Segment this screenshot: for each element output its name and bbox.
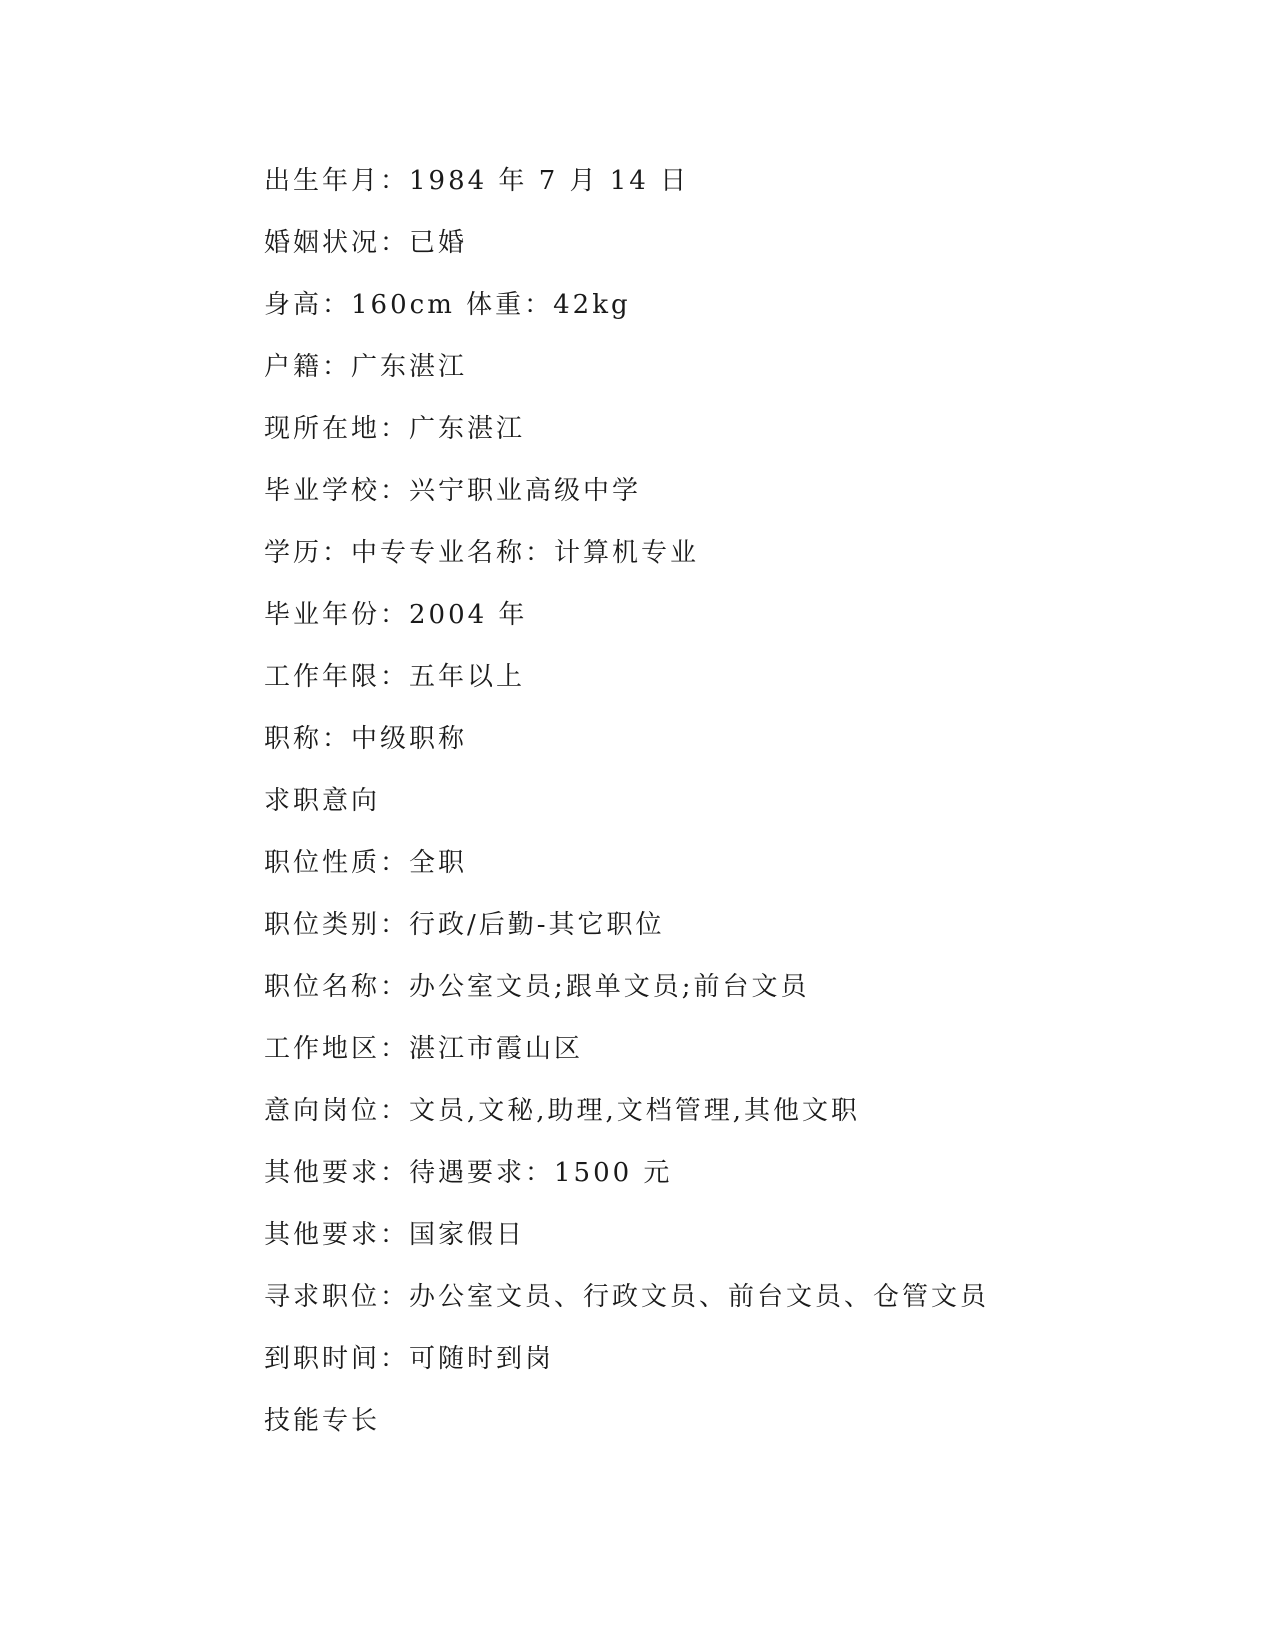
school-line: 毕业学校：兴宁职业高级中学 xyxy=(264,476,642,506)
job-category-line: 职位类别：行政/后勤-其它职位 xyxy=(264,910,665,940)
work-area-line: 工作地区：湛江市霞山区 xyxy=(264,1034,584,1064)
job-nature-line: 职位性质：全职 xyxy=(264,848,468,878)
skills-heading: 技能专长 xyxy=(264,1406,381,1436)
start-time-line: 到职时间：可随时到岗 xyxy=(264,1344,555,1374)
marital-status-line: 婚姻状况：已婚 xyxy=(264,228,468,258)
holiday-requirement-line: 其他要求：国家假日 xyxy=(264,1220,526,1250)
resume-lines xyxy=(264,165,1164,1467)
title-line: 职称：中级职称 xyxy=(264,724,468,754)
birth-date-line: 出生年月：1984 年 7 月 14 日 xyxy=(264,166,690,196)
sought-positions-line: 寻求职位：办公室文员、行政文员、前台文员、仓管文员 xyxy=(264,1282,990,1312)
work-years-line: 工作年限：五年以上 xyxy=(264,662,526,692)
education-major-line: 学历：中专专业名称：计算机专业 xyxy=(264,538,700,568)
salary-requirement-line: 其他要求：待遇要求：1500 元 xyxy=(264,1158,673,1188)
current-location-line: 现所在地：广东湛江 xyxy=(264,414,526,444)
height-weight-line: 身高：160cm 体重：42kg xyxy=(264,290,631,320)
desired-position-line: 意向岗位：文员,文秘,助理,文档管理,其他文职 xyxy=(264,1096,861,1126)
graduation-year-line: 毕业年份：2004 年 xyxy=(264,600,528,630)
household-registration-line: 户籍：广东湛江 xyxy=(264,352,468,382)
job-intention-heading: 求职意向 xyxy=(264,786,381,816)
job-name-line: 职位名称：办公室文员;跟单文员;前台文员 xyxy=(264,972,810,1002)
